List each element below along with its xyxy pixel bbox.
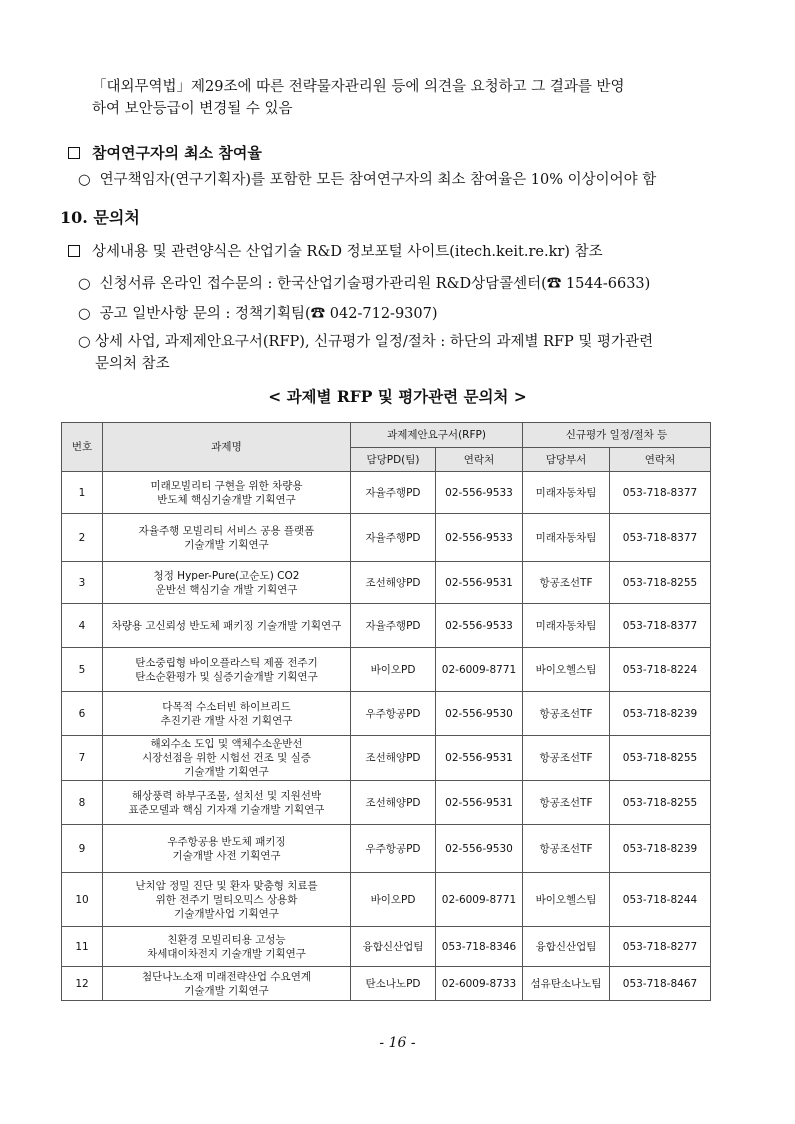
table-body (62, 472, 711, 1001)
circle-bullet-icon: ○ (78, 306, 91, 322)
circle-bullet-icon: ○ (78, 334, 91, 350)
eval-contact-cell: 053-718-8244 (610, 873, 711, 927)
section-heading-contact: 10. 문의처 (60, 208, 140, 227)
rfp-contact-cell: 02-556-9533 (436, 514, 523, 562)
eval-contact-cell: 053-718-8255 (610, 781, 711, 825)
rfp-pd-cell: 조선해양PD (351, 562, 436, 604)
participation-bullet (78, 168, 795, 189)
participation-heading-text: 참여연구자의 최소 참여율 (92, 144, 262, 162)
header-rfp-pd: 담당PD(팀) (351, 448, 436, 472)
contact-item-text: 신청서류 온라인 접수문의 : 한국산업기술평가관리원 R&D상담콜센터(☎ 1544-6633) (99, 276, 651, 292)
table-row (62, 692, 711, 736)
table-row (62, 604, 711, 648)
row-number-cell: 7 (62, 736, 103, 781)
row-number-cell: 12 (62, 967, 103, 1001)
eval-dept-cell: 바이오헬스팀 (523, 648, 610, 692)
task-name-cell: 해외수소 도입 및 액체수소운반선 시장선점을 위한 시험선 건조 및 실증 기술개발 기획연구 (103, 736, 351, 781)
eval-dept-cell: 미래자동차팀 (523, 604, 610, 648)
task-name-cell: 친환경 모빌리티용 고성능 차세대이차전지 기술개발 기획연구 (103, 927, 351, 967)
rfp-contact-cell: 053-718-8346 (436, 927, 523, 967)
rfp-contact-cell: 02-6009-8733 (436, 967, 523, 1001)
page-number: - 16 - (379, 1035, 416, 1051)
rfp-pd-cell: 자율주행PD (351, 514, 436, 562)
table-title: < 과제별 RFP 및 평가관련 문의처 > (268, 387, 527, 406)
eval-contact-cell: 053-718-8239 (610, 825, 711, 873)
header-rfp-contact: 연락처 (436, 448, 523, 472)
rfp-contact-cell: 02-556-9530 (436, 825, 523, 873)
participation-text: 연구책임자(연구기획자)를 포함한 모든 참여연구자의 최소 참여율은 10% 이상이어야 함 (99, 172, 657, 188)
table-row (62, 873, 711, 927)
intro-paragraph (92, 76, 712, 120)
row-number-cell: 6 (62, 692, 103, 736)
rfp-pd-cell: 융합신산업팀 (351, 927, 436, 967)
task-name-cell: 난치암 정밀 진단 및 환자 맞춤형 치료를 위한 전주기 멀티오믹스 상용화 기술개발사업 기획연구 (103, 873, 351, 927)
contact-item-detail (78, 331, 708, 375)
eval-dept-cell: 항공조선TF (523, 781, 610, 825)
eval-dept-cell: 융합신산업팀 (523, 927, 610, 967)
table-row (62, 927, 711, 967)
row-number-cell: 11 (62, 927, 103, 967)
rfp-contact-cell: 02-556-9533 (436, 472, 523, 514)
rfp-pd-cell: 자율주행PD (351, 472, 436, 514)
square-bullet-icon (68, 245, 80, 257)
rfp-contact-cell: 02-556-9531 (436, 736, 523, 781)
rfp-contact-cell: 02-556-9533 (436, 604, 523, 648)
intro-line-1: 「대외무역법」제29조에 따른 전략물자관리원 등에 의견을 요청하고 그 결과를 반영 (92, 79, 625, 95)
row-number-cell: 1 (62, 472, 103, 514)
eval-contact-cell: 053-718-8377 (610, 604, 711, 648)
eval-dept-cell: 항공조선TF (523, 736, 610, 781)
row-number-cell: 9 (62, 825, 103, 873)
square-bullet-icon (68, 147, 80, 159)
table-row (62, 736, 711, 781)
rfp-pd-cell: 우주항공PD (351, 825, 436, 873)
circle-bullet-icon: ○ (78, 172, 91, 188)
task-name-cell: 해상풍력 하부구조물, 설치선 및 지원선박 표준모델과 핵심 기자재 기술개발 기획연구 (103, 781, 351, 825)
task-name-cell: 청정 Hyper-Pure(고순도) CO2 운반선 핵심기술 개발 기획연구 (103, 562, 351, 604)
task-name-cell: 탄소중립형 바이오플라스틱 제품 전주기 탄소순환평가 및 실증기술개발 기획연구 (103, 648, 351, 692)
rfp-contact-table (61, 422, 711, 1001)
table-row (62, 781, 711, 825)
participation-heading (68, 142, 795, 163)
header-eval-group: 신규평가 일정/절차 등 (523, 423, 711, 448)
eval-dept-cell: 미래자동차팀 (523, 472, 610, 514)
row-number-cell: 2 (62, 514, 103, 562)
header-rfp-group: 과제제안요구서(RFP) (351, 423, 523, 448)
row-number-cell: 3 (62, 562, 103, 604)
task-name-cell: 첨단나노소재 미래전략산업 수요연계 기술개발 기획연구 (103, 967, 351, 1001)
table-row (62, 472, 711, 514)
intro-line-2: 하여 보안등급이 변경될 수 있음 (92, 101, 293, 117)
contact-item-general (78, 302, 795, 323)
eval-dept-cell: 섬유탄소나노팀 (523, 967, 610, 1001)
task-name-cell: 자율주행 모빌리티 서비스 공용 플랫폼 기술개발 기획연구 (103, 514, 351, 562)
contact-item-online (78, 272, 795, 293)
header-eval-contact: 연락처 (610, 448, 711, 472)
eval-dept-cell: 항공조선TF (523, 825, 610, 873)
row-number-cell: 10 (62, 873, 103, 927)
rfp-pd-cell: 조선해양PD (351, 736, 436, 781)
contact-main-text: 상세내용 및 관련양식은 산업기술 R&D 정보포털 사이트(itech.keit.re.kr) 참조 (92, 244, 603, 260)
row-number-cell: 8 (62, 781, 103, 825)
table-row (62, 514, 711, 562)
contact-main-item (68, 240, 795, 261)
header-no: 번호 (62, 423, 103, 472)
rfp-pd-cell: 조선해양PD (351, 781, 436, 825)
eval-contact-cell: 053-718-8224 (610, 648, 711, 692)
contact-item-text: 공고 일반사항 문의 : 정책기획팀(☎ 042-712-9307) (99, 306, 438, 322)
row-number-cell: 5 (62, 648, 103, 692)
rfp-contact-cell: 02-556-9531 (436, 562, 523, 604)
eval-contact-cell: 053-718-8467 (610, 967, 711, 1001)
eval-dept-cell: 바이오헬스팀 (523, 873, 610, 927)
eval-contact-cell: 053-718-8255 (610, 562, 711, 604)
eval-contact-cell: 053-718-8239 (610, 692, 711, 736)
header-name: 과제명 (103, 423, 351, 472)
task-name-cell: 다목적 수소터빈 하이브리드 추진기관 개발 사전 기획연구 (103, 692, 351, 736)
rfp-contact-cell: 02-6009-8771 (436, 648, 523, 692)
table-row (62, 825, 711, 873)
table-row (62, 967, 711, 1001)
contact-detail-line-2: 문의처 참조 (95, 356, 170, 372)
header-eval-dept: 담당부서 (523, 448, 610, 472)
rfp-contact-cell: 02-556-9530 (436, 692, 523, 736)
eval-dept-cell: 항공조선TF (523, 692, 610, 736)
contact-detail-line-1: 상세 사업, 과제제안요구서(RFP), 신규평가 일정/절차 : 하단의 과제별 RFP 및 평가관련 (95, 334, 654, 350)
eval-contact-cell: 053-718-8377 (610, 472, 711, 514)
eval-contact-cell: 053-718-8277 (610, 927, 711, 967)
task-name-cell: 차량용 고신뢰성 반도체 패키징 기술개발 기획연구 (103, 604, 351, 648)
rfp-pd-cell: 바이오PD (351, 648, 436, 692)
rfp-pd-cell: 자율주행PD (351, 604, 436, 648)
rfp-pd-cell: 탄소나노PD (351, 967, 436, 1001)
eval-contact-cell: 053-718-8377 (610, 514, 711, 562)
table-row (62, 562, 711, 604)
rfp-contact-cell: 02-556-9531 (436, 781, 523, 825)
task-name-cell: 미래모빌리티 구현을 위한 차량용 반도체 핵심기술개발 기획연구 (103, 472, 351, 514)
rfp-pd-cell: 우주항공PD (351, 692, 436, 736)
eval-dept-cell: 미래자동차팀 (523, 514, 610, 562)
row-number-cell: 4 (62, 604, 103, 648)
eval-dept-cell: 항공조선TF (523, 562, 610, 604)
rfp-pd-cell: 바이오PD (351, 873, 436, 927)
rfp-contact-cell: 02-6009-8771 (436, 873, 523, 927)
table-row (62, 648, 711, 692)
circle-bullet-icon: ○ (78, 276, 91, 292)
eval-contact-cell: 053-718-8255 (610, 736, 711, 781)
task-name-cell: 우주항공용 반도체 패키징 기술개발 사전 기획연구 (103, 825, 351, 873)
